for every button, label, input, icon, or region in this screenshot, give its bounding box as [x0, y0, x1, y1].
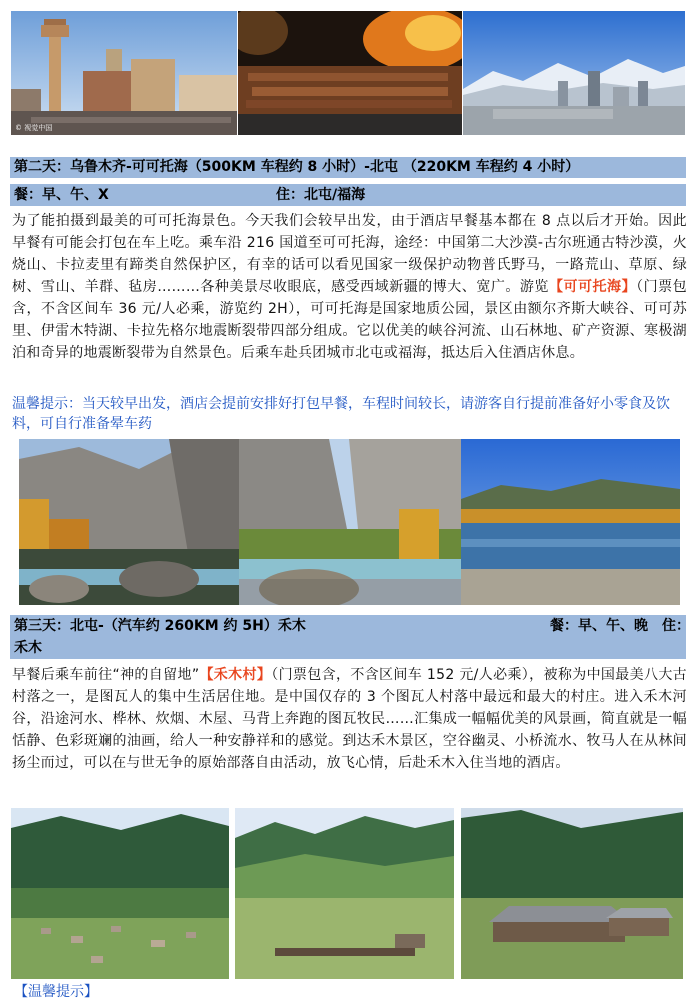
kekehai-canyon-photo-1 [19, 439, 239, 605]
day3-description [12, 664, 687, 774]
hemu-cabins-photo [461, 808, 683, 979]
day2-meals: 餐：早、午、X [14, 187, 109, 203]
day2-text-b: （门票包含，不含区间车 36 元/人必乘，游览约 2H），可可托海是国家地质公园，景区由额尔齐斯大峡谷、可可苏里、伊雷木特湖、卡拉先格尔地震断裂带四部分组成。它以优美的峡谷河流、山石林地、矿产资源、寒极湖泊和奇异的地震断裂带为自然景色。后乘车赴兵团城市北屯或福海，抵达后入住酒店休息。 [12, 279, 687, 361]
hemu-valley-horses-photo [235, 808, 454, 979]
day3-stay-value: 禾木 [14, 640, 42, 656]
day3-text-a: 早餐后乘车前往“神的自留地” [12, 667, 200, 683]
day3-text-b: （门票包含，不含区间车 152 元/人必乘），被称为中国最美八大古村落之一，是图瓦人的集中生活居住地。是中国仅存的 3 个图瓦人村落中最远和最大的村庄。进入禾木河谷，沿途河水、桦林、炊烟、木屋、马背上奔跑的图瓦牧民……汇集成一幅幅优美的风景画，简直就是一幅恬静、色彩斑斓的油画，给人一种安静祥和的感觉。到达禾木景区，空谷幽灵、小桥流水、牧马人在从林间扬尘而过，可以在与世无争的原始部落自由活动，放飞心情，后赴禾木入住当地的酒店。 [12, 667, 687, 771]
day3-title-bar [10, 615, 690, 659]
hemu-village-photo [11, 808, 229, 979]
day2-meals-bar [10, 184, 686, 206]
day2-title: 第二天：乌鲁木齐-可可托海（500KM 车程约 8 小时）-北屯 （220KM 车程约 4 小时） [14, 159, 580, 175]
day3-stay-label: 住： [662, 618, 690, 634]
kekehai-canyon-photo-2 [239, 439, 461, 605]
day3-tip-label: 【温馨提示】 [14, 984, 98, 1000]
day3-meals: 餐：早、午、晚 [550, 618, 648, 634]
urumqi-tower-photo [11, 11, 237, 135]
day2-text-a: 为了能拍摄到最美的可可托海景色。今天我们会较早出发，由于酒店早餐基本都在 8 点以后才开始。因此早餐有可能会打包在车上吃。乘车沿 216 国道至可可托海，途经：中国第二大沙漠-古尔班通古特沙漠，火烧山、卡拉麦里有蹄类自然保护区，有幸的话可以看见国家一级保护动物普氏野马，一路荒山、草原、绿树、雪山、羊群、毡房………各种美景尽收眼底，感受西域新疆的博大、宽广。游览 [12, 213, 687, 295]
day2-tip: 温馨提示：当天较早出发，酒店会提前安排好打包早餐，车程时间较长，请游客自行提前准备好小零食及饮料，可自行准备晕车药 [12, 396, 670, 432]
day2-stay: 住：北屯/福海 [276, 187, 366, 203]
city-mountain-photo [463, 11, 685, 135]
kekehai-river-photo [461, 439, 680, 605]
day3-highlight-hemu: 【禾木村】 [199, 667, 272, 683]
watermark: © 视觉中国 [15, 124, 53, 132]
day2-title-bar [10, 157, 686, 178]
day2-highlight-kekehai: 【可可托海】 [548, 279, 637, 295]
barbecue-photo [238, 11, 462, 135]
day2-description [12, 210, 687, 364]
day3-title: 第三天：北屯-（汽车约 260KM 约 5H）禾木 [14, 618, 306, 634]
